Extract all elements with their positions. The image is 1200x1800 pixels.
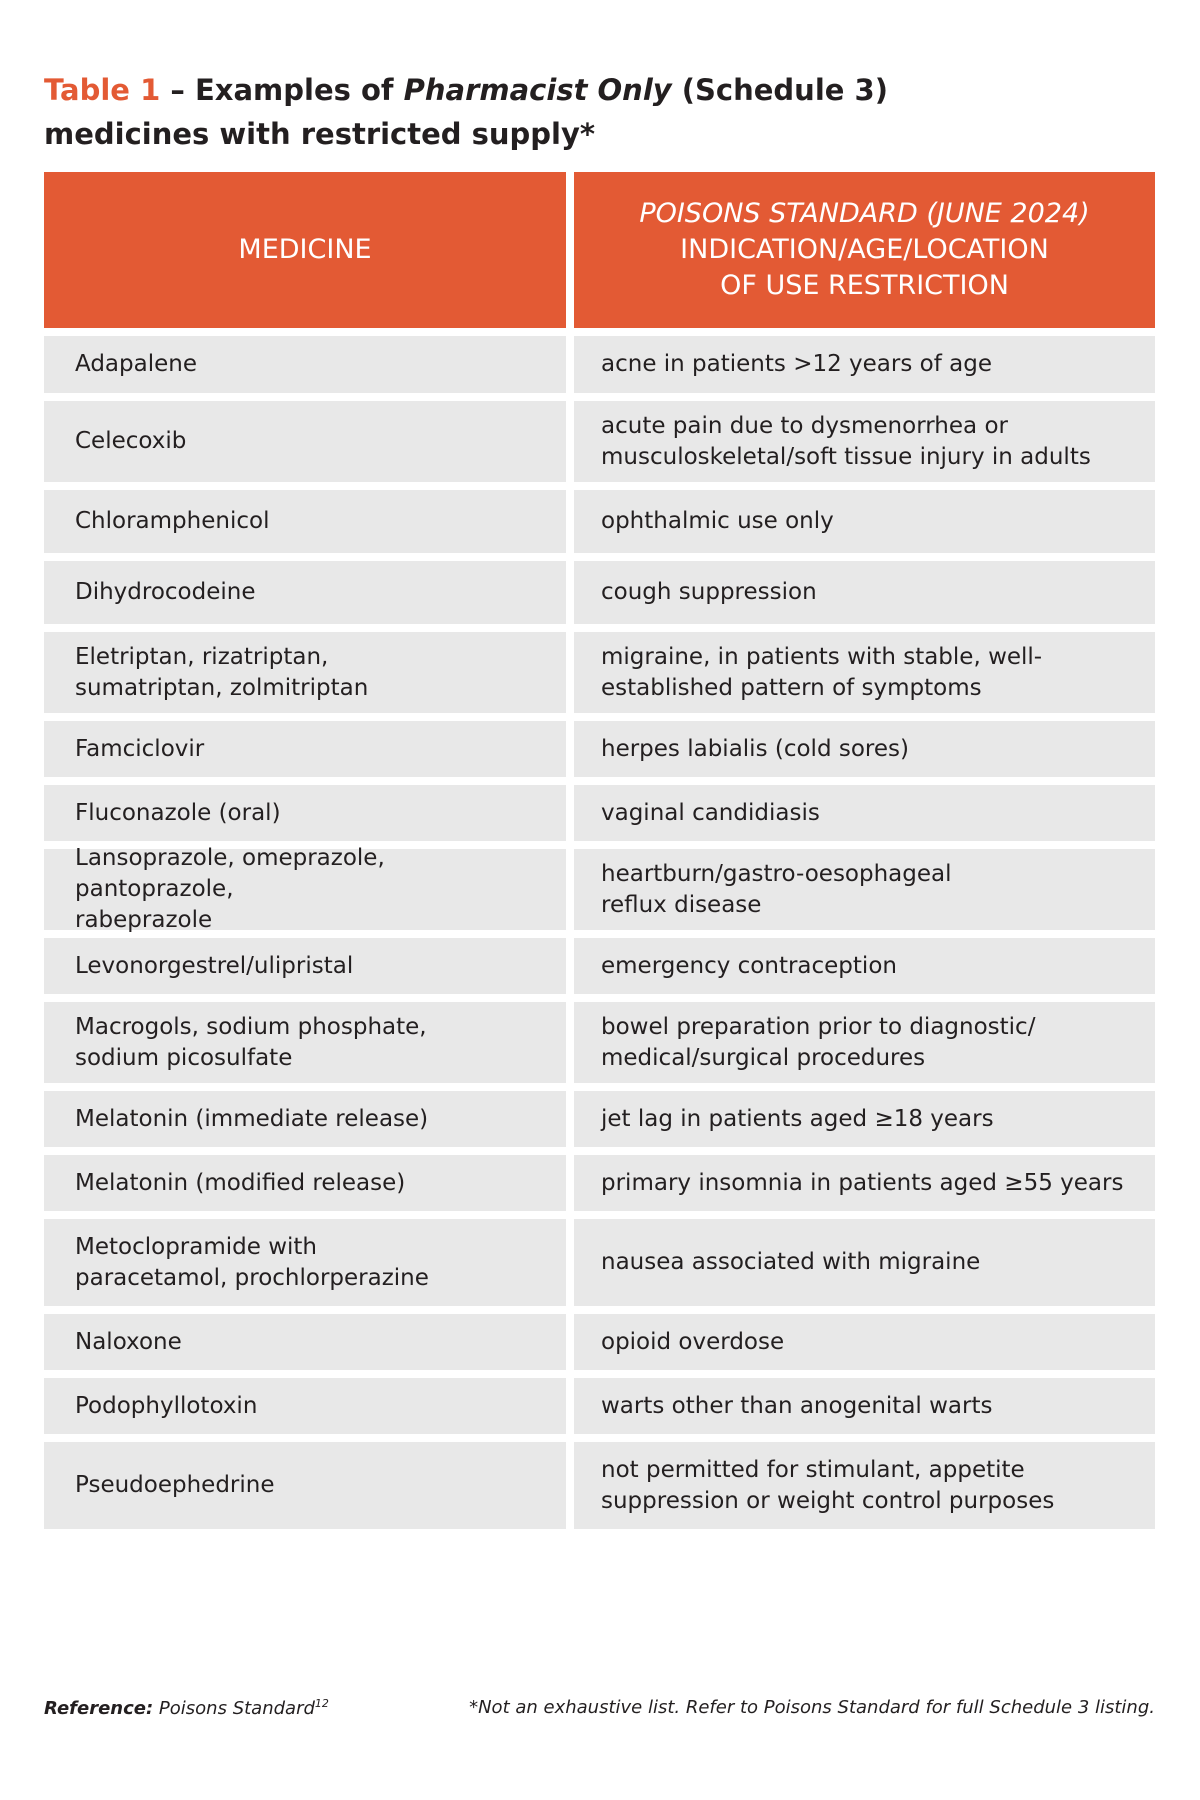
footnote: *Not an exhaustive list. Refer to Poisons Standard for full Schedule 3 listing.	[469, 1697, 1155, 1718]
restriction-cell: opioid overdose	[574, 1314, 1155, 1370]
restriction-cell: migraine, in patients with stable, well- established pattern of symptoms	[574, 632, 1155, 713]
medicine-cell: Chloramphenicol	[44, 490, 566, 553]
medicine-cell: Macrogols, sodium phosphate, sodium picosulfate	[44, 1002, 566, 1083]
medicine-cell: Levonorgestrel/ulipristal	[44, 938, 566, 994]
restriction-cell: emergency contraception	[574, 938, 1155, 994]
table-title	[44, 68, 1144, 156]
title-italic: Pharmacist Only	[403, 73, 672, 107]
medicine-cell: Fluconazole (oral)	[44, 785, 566, 841]
header-restriction-label: INDICATION/AGE/LOCATION OF USE RESTRICTION	[680, 234, 1049, 301]
title-line-2: medicines with restricted supply*	[44, 117, 596, 151]
medicine-cell: Melatonin (immediate release)	[44, 1091, 566, 1147]
table-number: Table 1	[44, 73, 161, 107]
medicine-cell: Naloxone	[44, 1314, 566, 1370]
medicine-cell: Metoclopramide with paracetamol, prochlorperazine	[44, 1219, 566, 1306]
title-text-a: – Examples of	[160, 73, 404, 107]
reference-text: Poisons Standard	[158, 1698, 315, 1719]
header-restriction	[574, 172, 1155, 328]
restriction-cell: acute pain due to dysmenorrhea or musculoskeletal/soft tissue injury in adults	[574, 401, 1155, 482]
table-footer	[44, 1697, 1155, 1719]
medicine-cell: Celecoxib	[44, 401, 566, 482]
medicine-cell: Lansoprazole, omeprazole, pantoprazole, rabeprazole	[44, 849, 566, 930]
medicine-cell: Dihydrocodeine	[44, 561, 566, 624]
medicine-cell: Famciclovir	[44, 721, 566, 777]
restriction-cell: jet lag in patients aged ≥18 years	[574, 1091, 1155, 1147]
medicine-cell: Pseudoephedrine	[44, 1442, 566, 1529]
restriction-cell: heartburn/gastro-oesophageal reflux disease	[574, 849, 1155, 930]
restriction-cell: nausea associated with migraine	[574, 1219, 1155, 1306]
restriction-cell: acne in patients >12 years of age	[574, 336, 1155, 393]
header-medicine-label: MEDICINE	[238, 234, 372, 265]
restriction-cell: warts other than anogenital warts	[574, 1378, 1155, 1434]
header-medicine	[44, 172, 566, 328]
medicine-cell: Melatonin (modified release)	[44, 1155, 566, 1211]
reference-label: Reference:	[44, 1698, 154, 1719]
medicine-cell: Eletriptan, rizatriptan, sumatriptan, zolmitriptan	[44, 632, 566, 713]
medicine-cell: Podophyllotoxin	[44, 1378, 566, 1434]
restriction-cell: not permitted for stimulant, appetite suppression or weight control purposes	[574, 1442, 1155, 1529]
restriction-cell: primary insomnia in patients aged ≥55 years	[574, 1155, 1155, 1211]
title-text-b: (Schedule 3)	[671, 73, 888, 107]
reference-superscript: 12	[314, 1697, 329, 1710]
medicine-cell: Adapalene	[44, 336, 566, 393]
medicines-table	[44, 172, 1155, 1537]
restriction-cell: cough suppression	[574, 561, 1155, 624]
restriction-cell: vaginal candidiasis	[574, 785, 1155, 841]
restriction-cell: bowel preparation prior to diagnostic/ medical/surgical procedures	[574, 1002, 1155, 1083]
reference	[44, 1697, 329, 1719]
header-restriction-source: POISONS STANDARD (JUNE 2024)	[639, 198, 1090, 229]
restriction-cell: herpes labialis (cold sores)	[574, 721, 1155, 777]
restriction-cell: ophthalmic use only	[574, 490, 1155, 553]
